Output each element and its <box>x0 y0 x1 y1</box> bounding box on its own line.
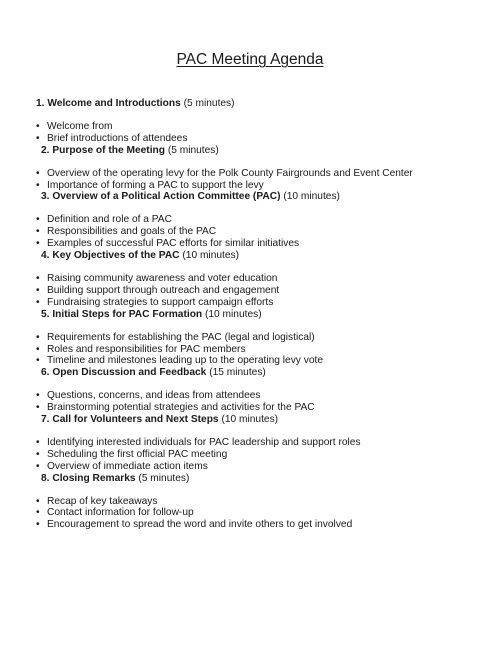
bullet-icon: • <box>36 448 40 460</box>
list-item-text: Raising community awareness and voter education <box>47 272 278 284</box>
section-title: Key Objectives of the PAC <box>52 250 180 262</box>
bullet-icon: • <box>36 296 40 308</box>
list-item <box>36 214 476 226</box>
section-title: Purpose of the Meeting <box>52 144 165 156</box>
list-item-text: Timeline and milestones leading up to the operating levy vote <box>47 355 323 367</box>
list-item <box>36 273 476 285</box>
list-item-text: Overview of the operating levy for the Polk County Fairgrounds and Event Center <box>47 167 413 179</box>
list-item-text: Examples of successful PAC efforts for similar initiatives <box>47 238 300 250</box>
bullet-icon: • <box>36 436 40 448</box>
list-item-text: Building support through outreach and engagement <box>47 284 280 296</box>
bullet-icon: • <box>36 214 40 226</box>
bullet-icon: • <box>36 238 40 250</box>
bullet-icon: • <box>36 495 40 507</box>
section-duration: (5 minutes) <box>167 144 219 156</box>
list-item <box>36 519 476 531</box>
list-item <box>36 496 476 508</box>
list-item <box>36 344 476 356</box>
agenda-body <box>36 98 476 531</box>
list-item <box>36 461 476 473</box>
bullet-icon: • <box>36 519 40 531</box>
section-duration: (10 minutes) <box>205 308 262 320</box>
section-heading <box>36 191 476 203</box>
section-duration: (15 minutes) <box>209 367 266 379</box>
section-heading <box>36 309 476 321</box>
section-number: 5. <box>41 308 50 320</box>
list-item-text: Fundraising strategies to support campaign efforts <box>47 296 274 308</box>
section-duration: (5 minutes) <box>138 472 190 484</box>
bullet-icon: • <box>36 272 40 284</box>
section-items <box>36 168 476 192</box>
section-title: Welcome and Introductions <box>47 98 181 109</box>
section-number: 4. <box>41 250 50 262</box>
list-item <box>36 238 476 250</box>
list-item <box>36 297 476 309</box>
list-item <box>36 121 476 133</box>
section-heading <box>36 367 476 379</box>
list-item-text: Brainstorming potential strategies and activities for the PAC <box>47 402 315 414</box>
list-item-text: Definition and role of a PAC <box>47 214 172 226</box>
section-number: 3. <box>41 191 50 203</box>
bullet-icon: • <box>36 343 40 355</box>
section-heading <box>36 98 476 110</box>
list-item-text: Welcome from <box>47 120 113 132</box>
list-item <box>36 180 476 192</box>
bullet-icon: • <box>36 390 40 402</box>
list-item-text: Questions, concerns, and ideas from attendees <box>47 390 261 402</box>
section-items <box>36 214 476 250</box>
page-title: PAC Meeting Agenda <box>176 51 324 68</box>
list-item <box>36 507 476 519</box>
list-item <box>36 332 476 344</box>
list-item-text: Contact information for follow-up <box>47 507 194 519</box>
list-item-text: Identifying interested individuals for PAC leadership and support roles <box>47 436 361 448</box>
list-item <box>36 226 476 238</box>
bullet-icon: • <box>36 402 40 414</box>
bullet-icon: • <box>36 226 40 238</box>
bullet-icon: • <box>36 179 40 191</box>
section-heading <box>36 250 476 262</box>
list-item <box>36 133 476 145</box>
section-number: 8. <box>41 472 50 484</box>
section-duration: (5 minutes) <box>183 98 235 109</box>
section-title: Overview of a Political Action Committee (PAC) <box>52 191 281 203</box>
section-duration: (10 minutes) <box>221 414 279 426</box>
bullet-icon: • <box>36 355 40 367</box>
section-heading <box>36 145 476 157</box>
section-heading <box>36 473 476 485</box>
section-title: Call for Volunteers and Next Steps <box>52 414 219 426</box>
list-item <box>36 437 476 449</box>
list-item <box>36 449 476 461</box>
section-items <box>36 496 476 532</box>
section-items <box>36 273 476 309</box>
list-item <box>36 355 476 367</box>
section-number: 1. <box>36 98 45 109</box>
section-heading <box>36 414 476 426</box>
bullet-icon: • <box>36 120 40 132</box>
list-item <box>36 390 476 402</box>
section-items <box>36 121 476 145</box>
list-item-text: Importance of forming a PAC to support the levy <box>47 179 264 191</box>
list-item-text: Scheduling the first official PAC meeting <box>47 448 228 460</box>
section-items <box>36 390 476 414</box>
bullet-icon: • <box>36 460 40 472</box>
section-items <box>36 437 476 473</box>
section-number: 6. <box>41 367 50 379</box>
list-item-text: Overview of immediate action items <box>47 460 208 472</box>
list-item-text: Responsibilities and goals of the PAC <box>47 226 217 238</box>
bullet-icon: • <box>36 167 40 179</box>
list-item-text: Requirements for establishing the PAC (legal and logistical) <box>47 331 315 343</box>
section-title: Initial Steps for PAC Formation <box>52 308 203 320</box>
bullet-icon: • <box>36 284 40 296</box>
list-item-text: Brief introductions of attendees <box>47 132 188 144</box>
section-title: Closing Remarks <box>52 472 136 484</box>
section-duration: (10 minutes) <box>283 191 340 203</box>
section-number: 7. <box>41 414 50 426</box>
section-items <box>36 332 476 368</box>
section-duration: (10 minutes) <box>182 250 240 262</box>
bullet-icon: • <box>36 132 40 144</box>
list-item-text: Encouragement to spread the word and invite others to get involved <box>47 519 353 531</box>
list-item-text: Roles and responsibilities for PAC members <box>47 343 246 355</box>
list-item-text: Recap of key takeaways <box>47 495 158 507</box>
list-item <box>36 168 476 180</box>
section-title: Open Discussion and Feedback <box>52 367 207 379</box>
section-number: 2. <box>41 144 50 156</box>
list-item <box>36 402 476 414</box>
bullet-icon: • <box>36 507 40 519</box>
list-item <box>36 285 476 297</box>
bullet-icon: • <box>36 331 40 343</box>
